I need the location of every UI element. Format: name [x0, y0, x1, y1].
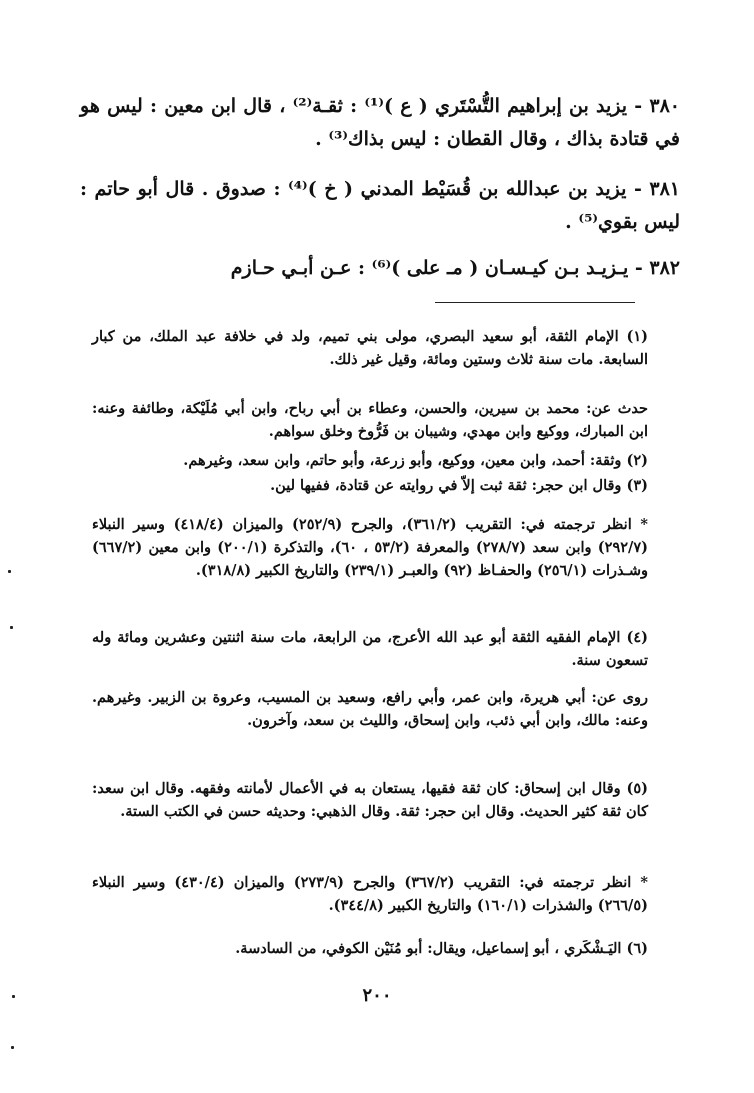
scan-speck [12, 995, 15, 998]
page-number: ٢٠٠ [362, 985, 392, 1006]
entry-382: ٣٨٢ - يـزيـد بـن كيـسـان ( مـ على )⁽⁶⁾ : عـن أبـي حـازم [230, 257, 680, 279]
footnote-1: (١) الإمام الثقة، أبو سعيد البصري، مولى بني تميم، ولد في خلافة عبد الملك، من كبار السابعة. مات سنة ثلاث وستين ومائة، وقيل غير ذلك. [92, 328, 648, 368]
footnote-4: (٤) الإمام الفقيه الثقة أبو عبد الله الأعرج، من الرابعة، مات سنة اثنتين وعشرين ومائة وله تسعون سنة. [92, 629, 648, 669]
footnote-5: (٥) وقال ابن إسحاق: كان ثقة فقيها، يستعان به في الأعمال لأمانته وفقهه. وقال ابن سعد: كان ثقة كثير الحديث. وقال ابن حجر: ثقة. وقال الذهبي: وحديثه حسن في الكتب الستة. [92, 780, 648, 820]
footnote-5-references: * انظر ترجمته في: التقريب (٣٦٧/٢) والجرح (٢٧٣/٩) والميزان (٤٣٠/٤) وسير النبلاء (٢٦٦/٥) والشذرات (١٦٠/١) والتاريخ الكبير (٣٤٤/٨). [92, 874, 648, 914]
footnote-3: (٣) وقال ابن حجر: ثقة ثبت إلاّ في روايته عن قتادة، ففيها لين. [270, 477, 648, 494]
footnote-3-references: * انظر ترجمته في: التقريب (٣٦١/٢)، والجرح (٢٥٢/٩) والميزان (٤١٨/٤) وسير النبلاء (٢٩٢/٧) وابن سعد (٢٧٨/٧) والمعرفة (٥٣/٢ ، ٦٠)، والتذكرة (٢٠٠/١) وابن معين (٦٦٧/٢) وشـذرات (٢٥٦/١) والحفـاظ (٩٢) والعبـر (٢٣٩/١) والتاريخ الكبير (٣١٨/٨). [92, 516, 648, 579]
footnote-separator [435, 302, 635, 303]
entry-381: ٣٨١ - يزيد بن عبدالله بن قُسَيْط المدني ( خ )⁽⁴⁾ : صدوق . قال أبو حاتم : ليس بقوي⁽⁵⁾ . [80, 178, 681, 233]
scan-speck [11, 1046, 14, 1049]
scan-speck [8, 570, 11, 573]
footnote-1-narrators: حدث عن: محمد بن سيرين، والحسن، وعطاء بن أبي رباح، وابن أبي مُلَيْكة، وطائفة وعنه: ابن المبارك، ووكيع وابن مهدي، وشيبان بن فَرُّوخ وخلق سواهم. [92, 400, 648, 440]
footnote-2: (٢) وثقة: أحمد، وابن معين، ووكيع، وأبو زرعة، وأبو حاتم، وابن سعد، وغيرهم. [183, 452, 648, 469]
entry-380: ٣٨٠ - يزيد بن إبراهيم التُّسْتَري ( ع )⁽¹⁾ : ثقـة⁽²⁾ ، قال ابن معين : ليس هو في قتادة بذاك ، وقال القطان : ليس بذاك⁽³⁾ . [80, 95, 681, 150]
footnote-6: (٦) اليَـشْكَري ، أبو إسماعيل، ويقال: أبو مُنَيْن الكوفي، من السادسة. [235, 940, 648, 957]
footnote-4-narrators: روى عن: أبي هريرة، وابن عمر، وأبي رافع، وسعيد بن المسيب، وعروة بن الزبير. وغيرهم. وعنه: مالك، وابن أبي ذئب، وابن إسحاق، والليث بن سعد، وآخرون. [92, 689, 648, 729]
scan-speck [10, 626, 13, 629]
